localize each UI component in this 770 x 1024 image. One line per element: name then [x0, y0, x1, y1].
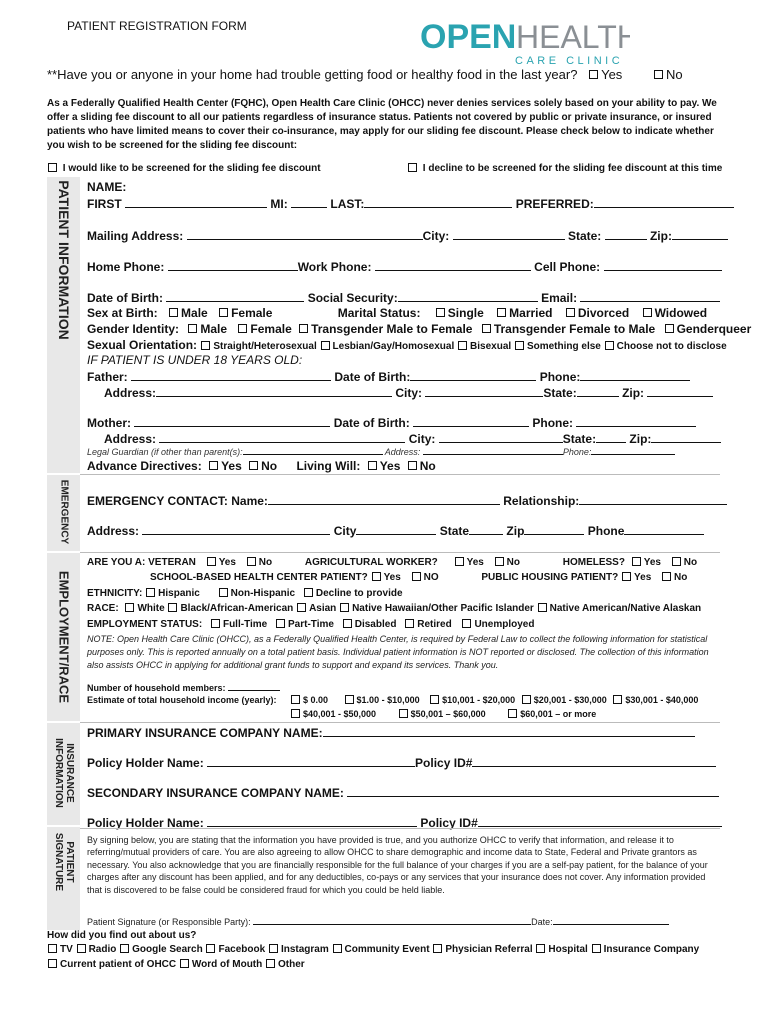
agri-yes-checkbox[interactable] — [455, 557, 464, 566]
veteran-no-checkbox[interactable] — [247, 557, 256, 566]
section-emergency: EMERGENCY — [58, 479, 70, 545]
signature-statement: By signing below, you are stating that the information you have provided is true, and you authorize OHCC to verify that information, and release it to referring/mutual providers of care. You are also agreeing to allow OHCC to share demographic and income data to State, Federal and Private grantors as necessary. You also acknowledge that you are financially responsible for the full balance of your charges if you are a self-pay patient, for the balance of your charges after any discount has been applied, and for any deductibles, co-pays or any services that your insurance does not cover. Any information provided that is discovered to be false could be considered fraud for which you could be held liable. — [87, 835, 708, 895]
sliding-fee-intro: As a Federally Qualified Health Center (FQHC), Open Health Care Clinic (OHCC) never denies services solely based on your ability to pay. We offer a sliding fee discount to all our patients regardless of insurance status. Patients not covered by public or private insurance, or insured patients who have limited means to cover their co-insurance, may apply for our sliding fee discount. Please check below to indicate whether you wish to be screened for the sliding fee discount: — [47, 98, 717, 151]
asian-checkbox[interactable] — [297, 603, 306, 612]
food-no-checkbox[interactable] — [654, 70, 663, 79]
word-of-mouth-checkbox[interactable] — [180, 959, 189, 968]
current-patient-checkbox[interactable] — [48, 959, 57, 968]
father-state-field[interactable] — [577, 385, 619, 397]
veteran-yes-checkbox[interactable] — [207, 557, 216, 566]
other-checkbox[interactable] — [266, 959, 275, 968]
hospital-checkbox[interactable] — [536, 944, 545, 953]
guardian-field[interactable] — [243, 446, 383, 455]
divorced-checkbox[interactable] — [566, 308, 575, 317]
secondary-holder-row: Policy Holder Name: Policy ID# — [87, 815, 722, 830]
decline-ethnicity-checkbox[interactable] — [304, 588, 313, 597]
homeless-no-checkbox[interactable] — [672, 557, 681, 566]
primary-holder-row: Policy Holder Name: Policy ID# — [87, 755, 716, 770]
tv-checkbox[interactable] — [48, 944, 57, 953]
income-4-checkbox[interactable] — [613, 695, 622, 704]
disabled-checkbox[interactable] — [343, 619, 352, 628]
secondary-policy-field[interactable] — [478, 815, 722, 827]
last-name-field[interactable] — [364, 196, 512, 208]
emergency-zip-field[interactable] — [524, 523, 584, 535]
zip-field[interactable] — [672, 228, 728, 240]
hawaiian-checkbox[interactable] — [340, 603, 349, 612]
mother-phone-field[interactable] — [576, 415, 696, 427]
referral-row1: TV Radio Google Search Facebook Instagram Community Event Physician Referral Hospital Insurance Company — [47, 944, 699, 955]
community-checkbox[interactable] — [333, 944, 342, 953]
housing-no-checkbox[interactable] — [662, 572, 671, 581]
google-checkbox[interactable] — [120, 944, 129, 953]
income-5-checkbox[interactable] — [291, 709, 300, 718]
guardian-phone-field[interactable] — [591, 446, 675, 455]
email-field[interactable] — [580, 290, 720, 302]
statistics-note: NOTE: Open Health Care Clinic (OHCC), as a Federally Qualified Health Center, is required by Federal Law to collect the following information for statistical purposes only. This is reported annually on a total patient basis. Individual patient information is NOT reported or disclosed. The collection of this information also assists OHCC in applying for additional grant funds to support and expand its services. Thank you. — [87, 634, 709, 670]
household-field[interactable] — [228, 682, 280, 691]
father-city-field[interactable] — [425, 385, 543, 397]
referral-row2: Current patient of OHCC Word of Mouth Other — [47, 959, 305, 970]
food-no-label: No — [665, 67, 683, 82]
gender-female-checkbox[interactable] — [238, 324, 247, 333]
name-heading: NAME: — [87, 180, 127, 194]
housing-yes-checkbox[interactable] — [622, 572, 631, 581]
veteran-row: ARE YOU A: VETERAN Yes No AGRICULTURAL WORKER? Yes No HOMELESS? Yes No — [87, 557, 698, 568]
divider — [80, 552, 720, 553]
school-yes-checkbox[interactable] — [372, 572, 381, 581]
will-yes-checkbox[interactable] — [368, 461, 377, 470]
logo-health: HEALTH — [516, 19, 630, 55]
full-time-checkbox[interactable] — [211, 619, 220, 628]
primary-policy-field[interactable] — [472, 755, 716, 767]
radio-checkbox[interactable] — [77, 944, 86, 953]
screen-checkbox[interactable] — [48, 163, 57, 172]
secondary-insurance-row: SECONDARY INSURANCE COMPANY NAME: — [87, 785, 719, 800]
sex-row: Sex at Birth: Male Female Marital Status: Single Married Divorced Widowed — [87, 306, 708, 320]
mailing-row: Mailing Address: City: State: Zip: — [87, 228, 728, 243]
income-options-row2: $40,001 - $50,000 $50,001 – $60,000 $60,001 – or more — [290, 709, 596, 719]
signature-field[interactable] — [253, 916, 531, 925]
sex-male-checkbox[interactable] — [169, 308, 178, 317]
dob-row: Date of Birth: Social Security: Email: — [87, 290, 720, 305]
emergency-address-field[interactable] — [142, 523, 330, 535]
facebook-checkbox[interactable] — [206, 944, 215, 953]
first-name-field[interactable] — [125, 196, 267, 208]
section-insurance: INSURANCE INFORMATION — [53, 738, 75, 808]
emergency-name-field[interactable] — [268, 493, 500, 505]
screen-option — [47, 163, 321, 174]
preferred-name-field[interactable] — [594, 196, 734, 208]
primary-holder-field[interactable] — [207, 755, 415, 767]
state-field[interactable] — [605, 228, 647, 240]
food-question: **Have you or anyone in your home had trouble getting food or healthy food in the last year? — [47, 67, 578, 82]
father-phone-field[interactable] — [580, 369, 690, 381]
insurance-company-checkbox[interactable] — [592, 944, 601, 953]
mailing-address-field[interactable] — [187, 228, 423, 240]
mi-field[interactable] — [291, 196, 327, 208]
white-checkbox[interactable] — [125, 603, 134, 612]
instagram-checkbox[interactable] — [269, 944, 278, 953]
agri-no-checkbox[interactable] — [495, 557, 504, 566]
father-row: Father: Date of Birth: Phone: — [87, 369, 690, 384]
relationship-field[interactable] — [579, 493, 727, 505]
section-signature: PATIENT SIGNATURE — [53, 832, 75, 892]
income-6-checkbox[interactable] — [399, 709, 408, 718]
secondary-holder-field[interactable] — [207, 815, 417, 827]
emergency-state-field[interactable] — [469, 523, 503, 535]
income-1-checkbox[interactable] — [345, 695, 354, 704]
mother-city-field[interactable] — [439, 431, 563, 443]
work-phone-field[interactable] — [375, 259, 531, 271]
hispanic-checkbox[interactable] — [146, 588, 155, 597]
income-label: Estimate of total household income (yearly): — [87, 695, 277, 705]
physician-checkbox[interactable] — [433, 944, 442, 953]
race-row: RACE: White Black/African-American Asian Native Hawaiian/Other Pacific Islander Native American/Native Alaskan — [87, 603, 702, 614]
bisexual-checkbox[interactable] — [458, 341, 467, 350]
black-checkbox[interactable] — [168, 603, 177, 612]
mother-row: Mother: Date of Birth: Phone: — [87, 415, 696, 430]
decline-option — [407, 163, 722, 174]
will-no-checkbox[interactable] — [408, 461, 417, 470]
part-time-checkbox[interactable] — [276, 619, 285, 628]
dob-field[interactable] — [166, 290, 304, 302]
sex-female-checkbox[interactable] — [219, 308, 228, 317]
primary-insurance-row: PRIMARY INSURANCE COMPANY NAME: — [87, 725, 695, 740]
signature-row: Patient Signature (or Responsible Party): Date: — [87, 916, 669, 927]
school-row: SCHOOL-BASED HEALTH CENTER PATIENT? Yes NO PUBLIC HOUSING PATIENT? Yes No — [150, 572, 688, 583]
ethnicity-row: ETHNICITY: Hispanic Non-Hispanic Decline to provide — [87, 588, 403, 599]
father-field[interactable] — [131, 369, 331, 381]
lesbian-checkbox[interactable] — [321, 341, 330, 350]
genderqueer-checkbox[interactable] — [665, 324, 674, 333]
income-7-checkbox[interactable] — [508, 709, 517, 718]
cell-phone-field[interactable] — [604, 259, 722, 271]
straight-checkbox[interactable] — [201, 341, 210, 350]
emergency-phone-field[interactable] — [624, 523, 704, 535]
gender-male-checkbox[interactable] — [188, 324, 197, 333]
ssn-field[interactable] — [398, 290, 538, 302]
mother-dob-field[interactable] — [413, 415, 529, 427]
decline-checkbox[interactable] — [408, 163, 417, 172]
income-options-row1: $ 0.00 $1.00 - $10,000 $10,001 - $20,000 $20,001 - $30,000 $30,001 - $40,000 — [290, 695, 698, 705]
emergency-contact-row: EMERGENCY CONTACT: Name: Relationship: — [87, 493, 727, 508]
orientation-row: Sexual Orientation: Straight/Heterosexual Lesbian/Gay/Homosexual Bisexual Something else Choose not to disclose — [87, 338, 727, 352]
divider — [80, 722, 720, 723]
phones-row: Home Phone: Work Phone: Cell Phone: — [87, 259, 722, 274]
school-no-checkbox[interactable] — [412, 572, 421, 581]
employment-status-row: EMPLOYMENT STATUS: Full-Time Part-Time Disabled Retired Unemployed — [87, 619, 535, 630]
income-0-checkbox[interactable] — [291, 695, 300, 704]
secondary-insurance-field[interactable] — [347, 785, 719, 797]
advance-yes-checkbox[interactable] — [209, 461, 218, 470]
home-phone-field[interactable] — [168, 259, 298, 271]
city-field[interactable] — [453, 228, 565, 240]
father-address-row: Address: City: State: Zip: — [104, 385, 713, 400]
emergency-city-field[interactable] — [356, 523, 436, 535]
directives-row: Advance Directives: Yes No Living Will: Yes No — [87, 459, 436, 473]
food-yes-checkbox[interactable] — [589, 70, 598, 79]
father-dob-field[interactable] — [410, 369, 536, 381]
date-field[interactable] — [553, 916, 669, 925]
referral-question: How did you find out about us? — [47, 930, 197, 941]
logo-sub: CARE CLINIC — [515, 55, 624, 66]
section-employment: EMPLOYMENT/RACE — [56, 570, 72, 704]
non-hispanic-checkbox[interactable] — [219, 588, 228, 597]
mother-zip-field[interactable] — [651, 431, 721, 443]
logo-mark — [420, 14, 630, 66]
father-address-field[interactable] — [156, 385, 392, 397]
section-patient-info: PATIENT INFORMATION — [56, 180, 72, 340]
trans-mf-checkbox[interactable] — [299, 324, 308, 333]
something-else-checkbox[interactable] — [515, 341, 524, 350]
screen-label: I would like to be screened for the sliding fee discount — [62, 163, 321, 174]
divider — [80, 828, 720, 829]
emergency-address-row: Address: City State Zip Phone — [87, 523, 704, 538]
food-question-row — [47, 67, 683, 82]
form-title: PATIENT REGISTRATION FORM — [67, 19, 247, 33]
mother-field[interactable] — [134, 415, 330, 427]
food-yes-label: Yes — [601, 67, 623, 82]
native-american-checkbox[interactable] — [538, 603, 547, 612]
mother-address-field[interactable] — [159, 431, 405, 443]
mother-address-row: Address: City: State: Zip: — [104, 431, 721, 446]
income-2-checkbox[interactable] — [430, 695, 439, 704]
mother-state-field[interactable] — [596, 431, 626, 443]
not-disclose-checkbox[interactable] — [605, 341, 614, 350]
name-row: FIRST MI: LAST: PREFERRED: — [87, 196, 734, 211]
household-row: Number of household members: — [87, 682, 280, 693]
logo-open: OPEN — [420, 18, 517, 56]
single-checkbox[interactable] — [436, 308, 445, 317]
retired-checkbox[interactable] — [405, 619, 414, 628]
under-18-heading: IF PATIENT IS UNDER 18 YEARS OLD: — [87, 353, 303, 367]
unemployed-checkbox[interactable] — [462, 619, 471, 628]
father-zip-field[interactable] — [647, 385, 713, 397]
gender-row: Gender Identity: Male Female Transgender Male to Female Transgender Female to Male Genderqueer — [87, 322, 752, 336]
primary-insurance-field[interactable] — [323, 725, 695, 737]
married-checkbox[interactable] — [497, 308, 506, 317]
decline-label: I decline to be screened for the sliding fee discount at this time — [422, 163, 723, 174]
advance-no-checkbox[interactable] — [249, 461, 258, 470]
guardian-row: Legal Guardian (if other than parent(s): Address: Phone: — [87, 446, 675, 457]
clinic-logo — [420, 14, 630, 71]
homeless-yes-checkbox[interactable] — [632, 557, 641, 566]
trans-fm-checkbox[interactable] — [482, 324, 491, 333]
income-3-checkbox[interactable] — [522, 695, 531, 704]
divider — [80, 474, 720, 475]
widowed-checkbox[interactable] — [643, 308, 652, 317]
guardian-address-field[interactable] — [423, 446, 563, 455]
